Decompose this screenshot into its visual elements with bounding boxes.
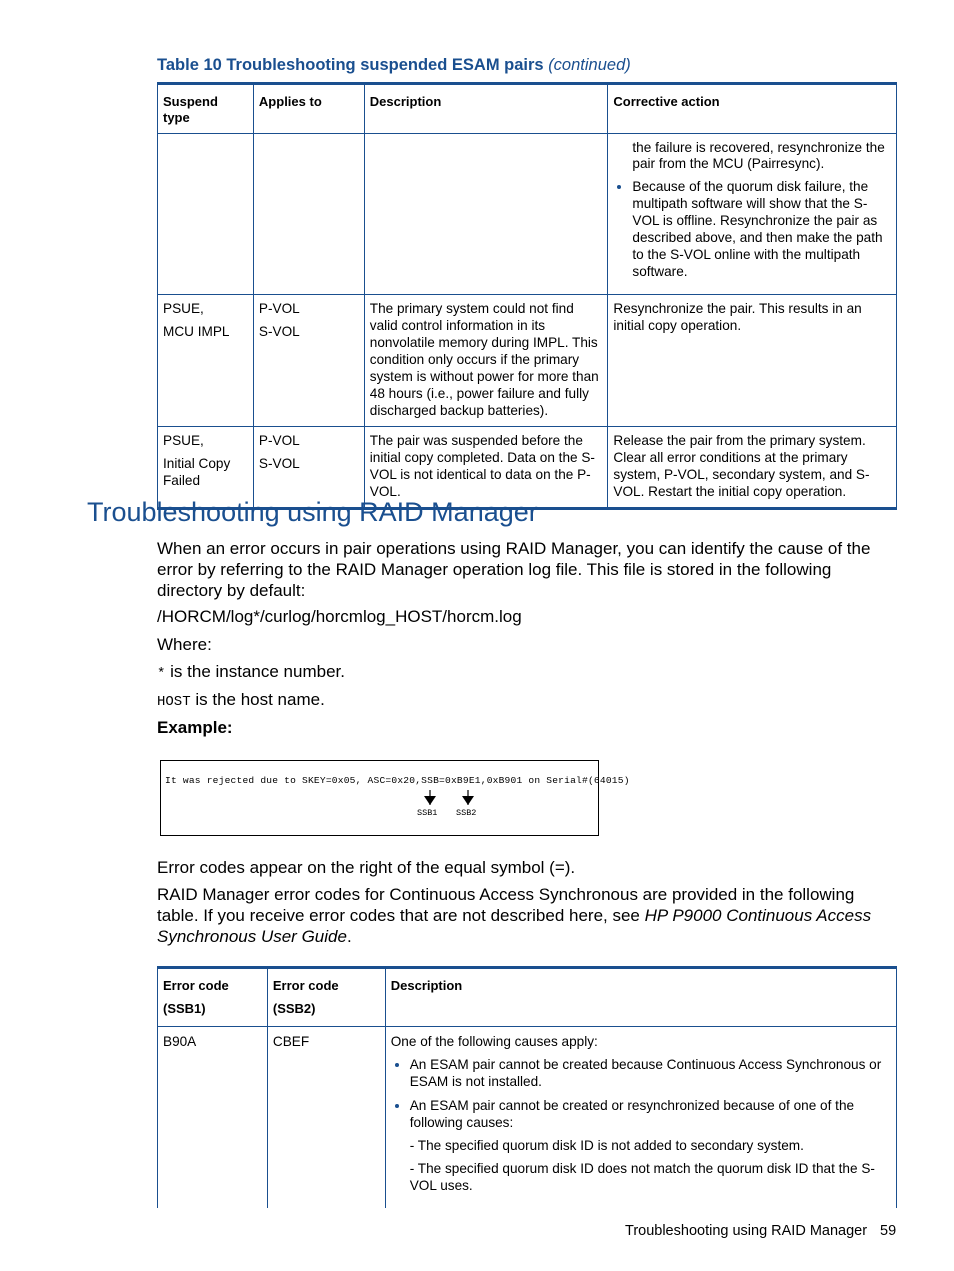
cell-ssb2: CBEF — [267, 1027, 385, 1208]
cause-bullet-list — [391, 1057, 891, 1195]
header-ssb2-line: (SSB2) — [272, 1001, 316, 1016]
table-header-row — [158, 84, 897, 134]
table-caption — [157, 56, 631, 75]
host-code: HOST — [157, 694, 191, 710]
table-row — [158, 133, 897, 295]
table-header-row — [158, 968, 897, 1027]
cause-sub-item: - The specified quorum disk ID is not added to secondary system. — [409, 1137, 804, 1153]
action-bullet-list — [613, 179, 891, 281]
ssb-arrows — [161, 761, 598, 835]
cell-ssb1: B90A — [158, 1027, 268, 1208]
table-row — [158, 295, 897, 427]
cell-corrective-action: Resynchronize the pair. This results in an initial copy operation. — [608, 295, 897, 427]
action-continuation-text: the failure is recovered, resynchronize the pair from the MCU (Pairresync). — [632, 139, 885, 172]
cell-description — [385, 1027, 896, 1208]
footer-title: Troubleshooting using RAID Manager — [625, 1223, 868, 1239]
header-ssb1-line: (SSB1) — [163, 1001, 206, 1016]
guide-end: . — [346, 927, 352, 946]
header-description: Description — [364, 84, 608, 134]
esam-suspend-table — [157, 82, 897, 510]
cell-applies-to — [253, 295, 364, 427]
header-ssb1 — [158, 968, 268, 1027]
ssb1-label: SSB1 — [417, 808, 438, 818]
cause-sub-item: - The specified quorum disk ID does not match the quorum disk ID that the S-VOL uses. — [409, 1160, 875, 1193]
cause-bullet-item — [410, 1098, 891, 1195]
error-code-table — [157, 966, 897, 1208]
section-heading: Troubleshooting using RAID Manager — [87, 497, 538, 527]
applies-to-line: S-VOL — [258, 456, 300, 472]
intro-paragraph: When an error occurs in pair operations using RAID Manager, you can identify the cause of the error by referring to the RAID Manager operation log file. This file is stored in the following directory by default: — [157, 539, 871, 600]
star-text: is the instance number. — [170, 662, 345, 681]
header-suspend-type: Suspend type — [158, 84, 254, 134]
host-definition — [157, 689, 899, 713]
header-ssb2-line: Error code — [272, 978, 339, 993]
log-path: /HORCM/log*/curlog/horcmlog_HOST/horcm.log — [157, 607, 522, 626]
cell-suspend-type — [158, 295, 254, 427]
raid-codes-text: RAID Manager error codes for Continuous Access Synchronous are provided in the following table. If you receive error codes that are not described here, see — [157, 885, 855, 925]
cell-description: The pair was suspended before the initial copy completed. Data on the S-VOL is not identical to data on the P-VOL. — [364, 427, 608, 509]
example-log-line: It was rejected due to SKEY=0x05, ASC=0x20,SSB=0xB9E1,0xB901 on Serial#(64015) — [165, 775, 630, 786]
cell-applies-to — [253, 133, 364, 295]
header-ssb1-line: Error code — [163, 978, 229, 993]
cause-bullet-text: • An ESAM pair cannot be created or resynchronized because of one of the following causes: — [409, 1097, 855, 1130]
example-label: Example: — [157, 718, 233, 737]
cause-bullet-item: • An ESAM pair cannot be created because Continuous Access Synchronous or ESAM is not installed. — [410, 1057, 891, 1091]
suspend-type-line: PSUE, — [163, 301, 204, 317]
suspend-type-line: Initial Copy Failed — [163, 456, 231, 489]
header-applies-to: Applies to — [253, 84, 364, 134]
header-description: Description — [385, 968, 896, 1027]
action-bullet-item: • Because of the quorum disk failure, the multipath software will show that the S-VOL is offline. Resynchronize the pair as described above, and then make the path to the S-VOL online with the multipath software. — [632, 179, 891, 281]
header-corrective-action: Corrective action — [608, 84, 897, 134]
ssb2-label: SSB2 — [456, 808, 477, 818]
example-figure — [160, 760, 630, 836]
table-caption-continued: (continued) — [548, 56, 631, 74]
page-number: 59 — [880, 1223, 897, 1239]
guide-title: HP P9000 Continuous Access Synchronous User Guide — [157, 906, 872, 946]
cell-description — [364, 133, 608, 295]
suspend-type-line: PSUE, — [163, 433, 204, 449]
description-lead: One of the following causes apply: — [390, 1034, 598, 1049]
header-ssb2 — [267, 968, 385, 1027]
ssb1-arrow-head-icon — [424, 796, 436, 805]
applies-to-line: P-VOL — [258, 433, 300, 449]
applies-to-line: P-VOL — [258, 301, 300, 317]
cell-corrective-action — [608, 133, 897, 295]
table-row — [158, 1027, 897, 1208]
cell-description: The primary system could not find valid control information in its nonvolatile memory during IMPL. This condition only occurs if the primary system is without power for more than 48 hours (i.e., power failure and fully discharged backup batteries). — [364, 295, 608, 427]
table-caption-title: Table 10 Troubleshooting suspended ESAM pairs — [157, 56, 544, 74]
error-codes-note: Error codes appear on the right of the equal symbol (=). — [157, 858, 576, 877]
star-definition — [157, 661, 899, 685]
host-text: is the host name. — [195, 690, 325, 709]
suspend-type-line: MCU IMPL — [163, 324, 230, 340]
where-label: Where: — [157, 635, 212, 654]
star-code: * — [157, 666, 166, 682]
cell-suspend-type — [158, 133, 254, 295]
cell-corrective-action: Release the pair from the primary system. Clear all error conditions at the primary system, P-VOL, secondary system, and S-VOL. Restart the initial copy operation. — [608, 427, 897, 509]
applies-to-line: S-VOL — [258, 324, 300, 340]
ssb2-arrow-head-icon — [462, 796, 474, 805]
raid-codes-paragraph — [157, 884, 899, 947]
